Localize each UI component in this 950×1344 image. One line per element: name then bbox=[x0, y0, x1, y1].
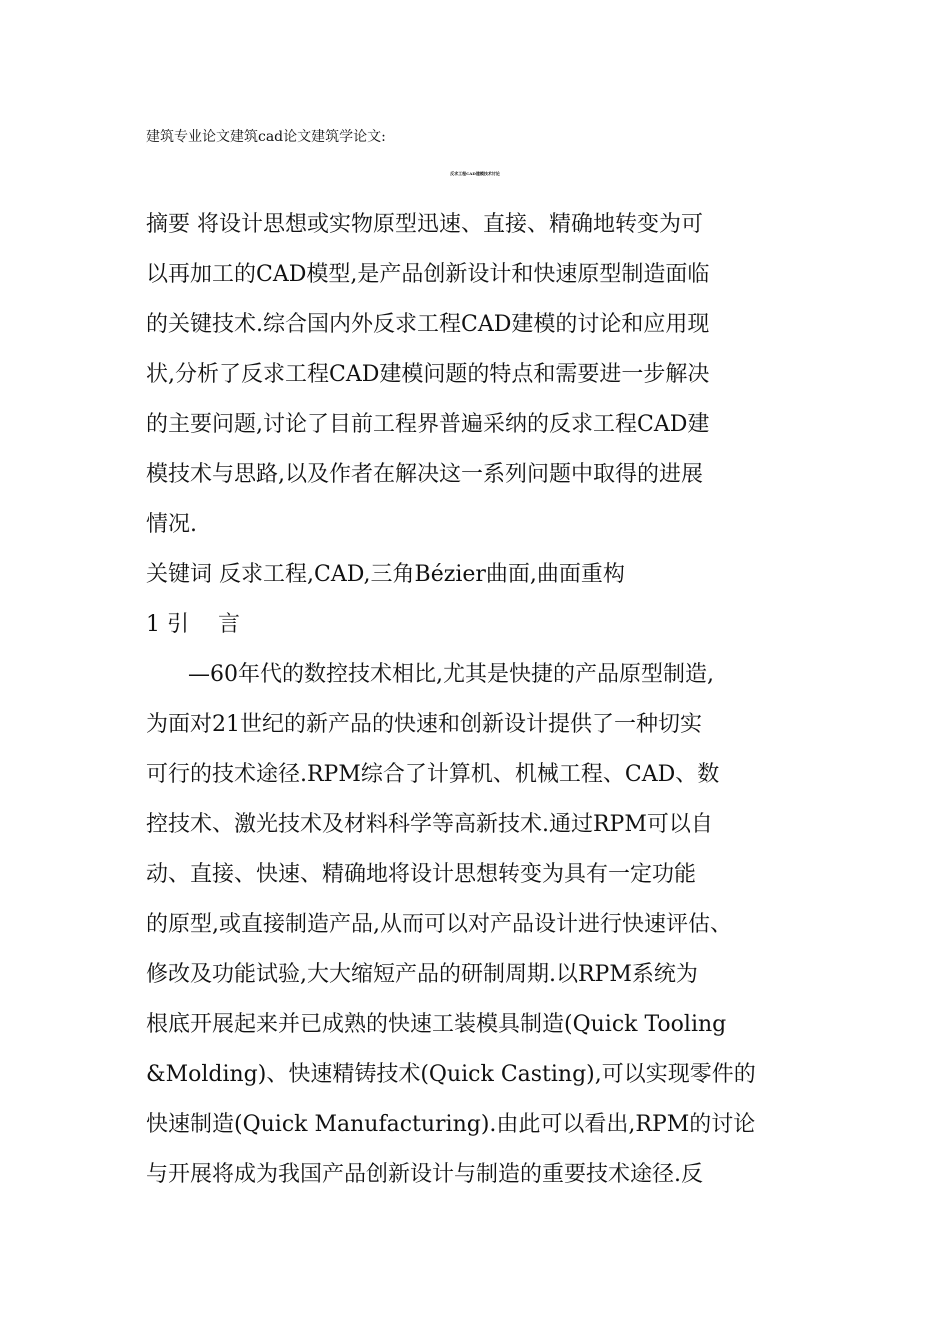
body-line: 修改及功能试验,大大缩短产品的研制周期.以RPM系统为 bbox=[146, 962, 698, 987]
abstract-line: 模技术与思路,以及作者在解决这一系列问题中取得的进展 bbox=[146, 462, 703, 487]
page-title: 反求工程CAD建模技术讨论 bbox=[450, 171, 500, 176]
header-note: 建筑专业论文建筑cad论文建筑学论文: bbox=[146, 129, 386, 145]
abstract-line: 的主要问题,讨论了目前工程界普遍采纳的反求工程CAD建 bbox=[146, 412, 710, 437]
abstract-line: 摘要 将设计思想或实物原型迅速、直接、精确地转变为可 bbox=[146, 212, 703, 237]
body-line: 根底开展起来并已成熟的快速工装模具制造(Quick Tooling bbox=[146, 1012, 727, 1037]
abstract-line: 以再加工的CAD模型,是产品创新设计和快速原型制造面临 bbox=[146, 262, 710, 287]
abstract-line: 情况. bbox=[146, 512, 197, 537]
keywords-line: 关键词 反求工程,CAD,三角Bézier曲面,曲面重构 bbox=[146, 562, 625, 587]
body-line: 动、直接、快速、精确地将设计思想转变为具有一定功能 bbox=[146, 862, 697, 887]
body-line: —60年代的数控技术相比,尤其是快捷的产品原型制造, bbox=[188, 662, 714, 687]
body-line: &Molding)、快速精铸技术(Quick Casting),可以实现零件的 bbox=[146, 1062, 756, 1087]
body-line: 的原型,或直接制造产品,从而可以对产品设计进行快速评估、 bbox=[146, 912, 732, 937]
body-line: 可行的技术途径.RPM综合了计算机、机械工程、CAD、数 bbox=[146, 762, 720, 787]
section-heading: 1 引 言 bbox=[146, 612, 240, 637]
abstract-line: 的关键技术.综合国内外反求工程CAD建模的讨论和应用现 bbox=[146, 312, 710, 337]
body-line: 快速制造(Quick Manufacturing).由此可以看出,RPM的讨论 bbox=[146, 1112, 756, 1137]
abstract-line: 状,分析了反求工程CAD建模问题的特点和需要进一步解决 bbox=[146, 362, 710, 387]
body-line: 与开展将成为我国产品创新设计与制造的重要技术途径.反 bbox=[146, 1162, 703, 1187]
body-line: 控技术、激光技术及材料科学等高新技术.通过RPM可以自 bbox=[146, 812, 713, 837]
body-line: 为面对21世纪的新产品的快速和创新设计提供了一种切实 bbox=[146, 712, 702, 737]
